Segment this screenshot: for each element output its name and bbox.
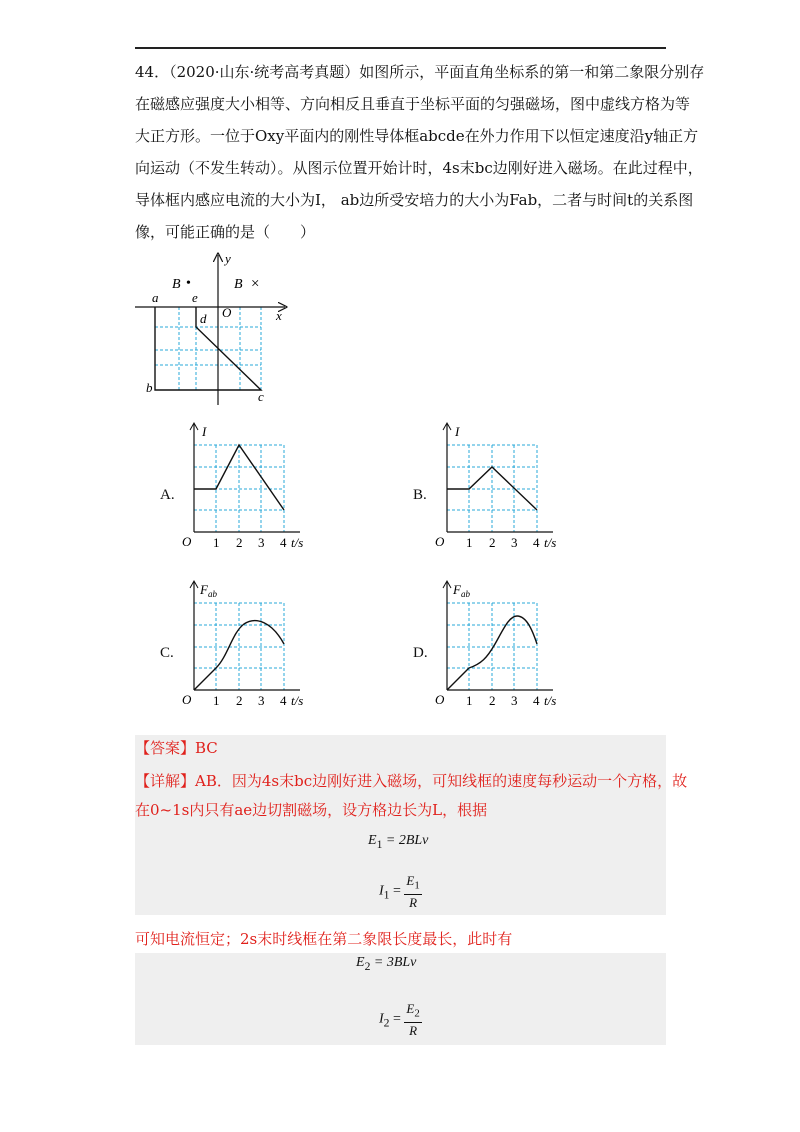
option-a-tick: 1	[213, 535, 220, 550]
question-line-1: 44．（2020·山东·统考高考真题）如图所示，平面直角坐标系的第一和第二象限分别存	[135, 63, 705, 81]
label-B-right: B	[234, 277, 243, 292]
question-line-4: 向运动（不发生转动）。从图示位置开始计时，4s末bc边刚好进入磁场。在此过程中，	[135, 159, 703, 177]
label-b: b	[146, 380, 153, 395]
option-a-tick: 3	[258, 535, 265, 550]
equation-i1: $I_1$ = $\frac{E_1}{R}$	[379, 873, 420, 910]
label-y: y	[225, 251, 231, 266]
option-d-label: D.	[413, 645, 428, 661]
equation-i2: $I_2$ = $\frac{E_2}{R}$	[379, 1001, 420, 1038]
option-a-label: A.	[160, 487, 175, 503]
label-a: a	[152, 290, 159, 305]
option-b-xlabel: t/s	[544, 535, 557, 550]
label-d: d	[200, 311, 207, 326]
option-d-tick: 3	[511, 693, 518, 708]
option-a-tick: 4	[280, 535, 287, 550]
equation-e1: $E_1 = 2BLv$	[368, 833, 429, 851]
option-d-tick: 2	[489, 693, 496, 708]
frame-figure	[130, 245, 300, 405]
question-line-6: 像，可能正确的是（ ）	[135, 223, 316, 241]
label-O: O	[222, 305, 232, 320]
field-in-icon: ×	[251, 276, 260, 292]
option-c-tick: 1	[213, 693, 220, 708]
option-a-graph	[180, 420, 320, 555]
top-rule	[135, 47, 666, 49]
label-c: c	[258, 389, 264, 404]
option-b-tick: 3	[511, 535, 518, 550]
option-a-xlabel: t/s	[291, 535, 304, 550]
question-line-5: 导体框内感应电流的大小为I， ab边所受安培力的大小为Fab，二者与时间t的关系图	[135, 191, 694, 209]
answer-block	[135, 735, 688, 915]
equation-e2: $E_2 = 3BLv$	[356, 955, 417, 973]
option-c-origin: O	[182, 692, 192, 707]
option-b-origin: O	[435, 534, 445, 549]
option-c-xlabel: t/s	[291, 693, 304, 708]
option-b-label: B.	[413, 487, 427, 503]
option-b-graph	[433, 420, 573, 555]
answer-block-2	[135, 953, 666, 1045]
question-line-2: 在磁感应强度大小相等、方向相反且垂直于坐标平面的匀强磁场，图中虚线方格为等	[135, 95, 691, 113]
detail-line-1: 【详解】AB．因为4s末bc边刚好进入磁场，可知线框的速度每秒运动一个方格，故	[135, 772, 688, 790]
option-c-graph	[180, 578, 320, 713]
option-c-ylabel: $F_{ab}$	[200, 582, 217, 599]
option-c-tick: 3	[258, 693, 265, 708]
label-e: e	[192, 290, 198, 305]
option-d-origin: O	[435, 692, 445, 707]
option-b-tick: 1	[466, 535, 473, 550]
option-d-graph	[433, 578, 573, 713]
option-a-ylabel: I	[202, 424, 207, 439]
answer-between-text: 可知电流恒定；2s末时线框在第二象限长度最长，此时有	[135, 930, 513, 948]
option-d-ylabel: $F_{ab}$	[453, 582, 470, 599]
option-d-xlabel: t/s	[544, 693, 557, 708]
option-b-ylabel: I	[455, 424, 460, 439]
label-B-left: B	[172, 277, 181, 292]
option-b-tick: 2	[489, 535, 496, 550]
option-c-tick: 2	[236, 693, 243, 708]
option-d-tick: 4	[533, 693, 540, 708]
option-c-tick: 4	[280, 693, 287, 708]
option-a-origin: O	[182, 534, 192, 549]
question-line-3: 大正方形。一位于Oxy平面内的刚性导体框abcde在外力作用下以恒定速度沿y轴正方	[135, 127, 699, 145]
label-x: x	[276, 308, 282, 323]
option-d-tick: 1	[466, 693, 473, 708]
answer-tag: 【答案】BC	[135, 739, 218, 757]
option-a-tick: 2	[236, 535, 243, 550]
field-out-icon: •	[186, 276, 191, 291]
option-b-tick: 4	[533, 535, 540, 550]
detail-line-2: 在0~1s内只有ae边切割磁场，设方格边长为L，根据	[135, 801, 488, 819]
option-c-label: C.	[160, 645, 174, 661]
